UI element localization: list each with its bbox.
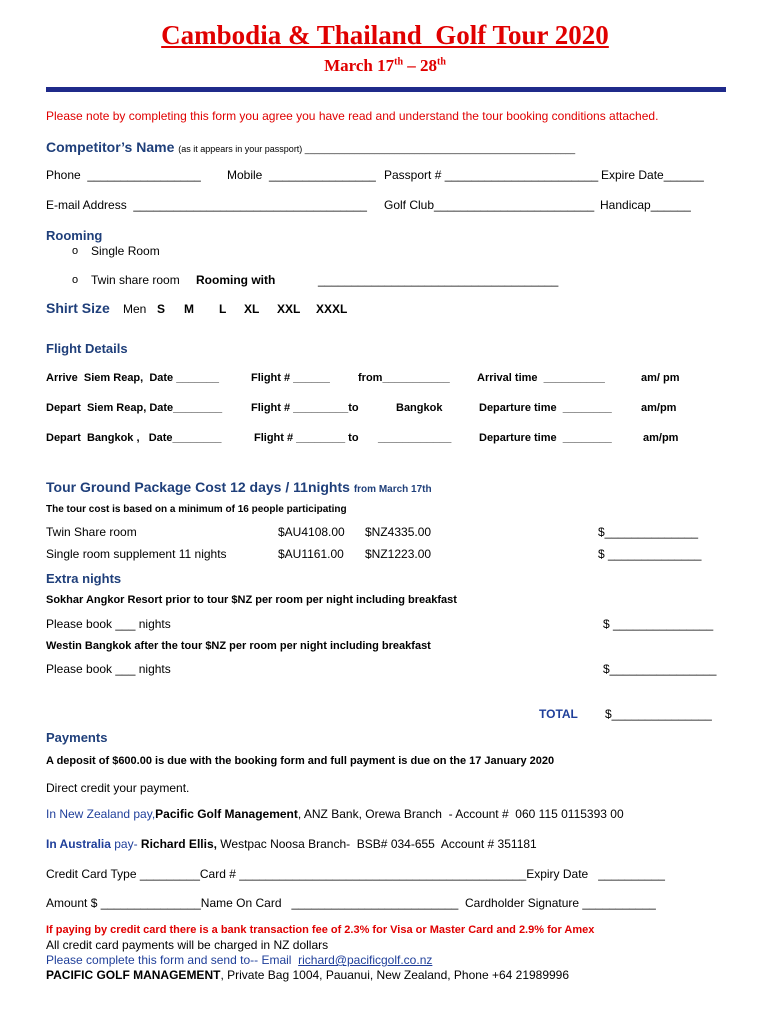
company-address: PACIFIC GOLF MANAGEMENT, Private Bag 1004, Pauanui, New Zealand, Phone +64 21989996	[46, 968, 570, 982]
sokhar-resort-line: Sokhar Angkor Resort prior to tour $NZ per room per night including breakfast	[46, 594, 457, 606]
radio-twin-icon[interactable]: o	[72, 274, 79, 286]
competitor-label: Competitor’s Name (as it appears in your passport) ______________________________________________________	[46, 139, 576, 155]
shirt-size-xxl[interactable]: XXL	[277, 302, 301, 316]
twin-share-label: Twin Share room	[46, 525, 137, 539]
deposit-note: A deposit of $600.00 is due with the booking form and full payment is due on the 17 January 2020	[46, 755, 555, 767]
payments-heading: Payments	[46, 730, 108, 745]
westin-nights-field[interactable]: Please book ___ nights	[46, 662, 171, 676]
extra-nights-heading: Extra nights	[46, 571, 122, 586]
shirt-size-xxxl[interactable]: XXXL	[316, 302, 348, 316]
arrive-flight-field[interactable]: Flight # ______	[251, 372, 330, 384]
single-supplement-au: $AU1161.00	[278, 547, 344, 561]
shirt-men-label: Men	[123, 302, 147, 316]
tour-package-heading: Tour Ground Package Cost 12 days / 11nights from March 17th	[46, 479, 432, 495]
westin-amount-field[interactable]: $________________	[603, 662, 717, 676]
depart-bkk-flight-field[interactable]: Flight # ________ to	[254, 432, 359, 444]
card-amount-signature-field[interactable]: Amount $ _______________Name On Card _________________________ Cardholder Signature ___________	[46, 896, 656, 910]
single-supplement-amount-field[interactable]: $ ______________	[598, 547, 702, 561]
nzd-charge-note: All credit card payments will be charged in NZ dollars	[46, 938, 329, 952]
total-amount-field[interactable]: $_______________	[605, 707, 712, 721]
arrival-time-field[interactable]: Arrival time __________	[477, 372, 605, 384]
single-room-option: Single Room	[91, 244, 160, 258]
arrive-ampm: am/ pm	[641, 372, 680, 384]
phone-field[interactable]: Phone _________________	[46, 168, 201, 182]
total-label: TOTAL	[539, 707, 578, 721]
twin-share-nz: $NZ4335.00	[365, 525, 432, 539]
email-link[interactable]: richard@pacificgolf.co.nz	[298, 953, 433, 967]
au-payment-line: In Australia pay- Richard Ellis, Westpac Noosa Branch- BSB# 034-655 Account # 351181	[46, 837, 537, 851]
shirt-size-heading: Shirt Size	[46, 300, 110, 316]
page-title: Cambodia & Thailand Golf Tour 2020	[161, 20, 609, 50]
arrive-from-field[interactable]: from___________	[358, 372, 450, 384]
credit-card-details-field[interactable]: Credit Card Type _________Card # ___________________________________________Expiry Date __________	[46, 867, 665, 881]
nz-payment-line: In New Zealand pay,Pacific Golf Management, ANZ Bank, Orewa Branch - Account # 060 115 0115393 00	[46, 807, 624, 821]
minimum-participants-note: The tour cost is based on a minimum of 16 people participating	[46, 504, 347, 515]
flight-details-heading: Flight Details	[46, 341, 128, 356]
depart-bkk-time-field[interactable]: Departure time ________	[479, 432, 612, 444]
header-divider	[46, 87, 726, 92]
send-instructions: Please complete this form and send to-- Email richard@pacificgolf.co.nz	[46, 953, 433, 967]
rooming-with-field[interactable]: ____________________________________	[318, 273, 559, 287]
passport-field[interactable]: Passport # _______________________	[384, 168, 599, 182]
single-supplement-label: Single room supplement 11 nights	[46, 547, 227, 561]
direct-credit-note: Direct credit your payment.	[46, 781, 190, 795]
rooming-heading: Rooming	[46, 228, 103, 243]
depart-siem-ampm: am/pm	[641, 402, 677, 414]
depart-bkk-ampm: am/pm	[643, 432, 679, 444]
mobile-field[interactable]: Mobile ________________	[227, 168, 376, 182]
radio-single-icon[interactable]: o	[72, 245, 79, 257]
depart-bkk-date-field[interactable]: Depart Bangkok , Date________	[46, 432, 222, 444]
rooming-with-label: Rooming with	[196, 273, 276, 287]
twin-room-option: Twin share room	[91, 273, 180, 287]
depart-siem-to: Bangkok	[396, 402, 443, 414]
competitor-name-field[interactable]: (as it appears in your passport) ______________________________________________________	[178, 144, 576, 154]
handicap-field[interactable]: Handicap______	[600, 198, 691, 212]
shirt-size-l[interactable]: L	[219, 302, 227, 316]
twin-share-au: $AU4108.00	[278, 525, 345, 539]
depart-siem-time-field[interactable]: Departure time ________	[479, 402, 612, 414]
sokhar-nights-field[interactable]: Please book ___ nights	[46, 617, 171, 631]
booking-notice: Please note by completing this form you agree you have read and understand the tour booking conditions attached.	[46, 109, 659, 123]
shirt-size-s[interactable]: S	[157, 302, 166, 316]
twin-share-amount-field[interactable]: $______________	[598, 525, 699, 539]
expire-date-field[interactable]: Expire Date______	[601, 168, 704, 182]
westin-bangkok-line: Westin Bangkok after the tour $NZ per room per night including breakfast	[46, 640, 431, 652]
sokhar-amount-field[interactable]: $ _______________	[603, 617, 714, 631]
shirt-size-xl[interactable]: XL	[244, 302, 260, 316]
card-fee-warning: If paying by credit card there is a bank transaction fee of 2.3% for Visa or Master Card and 2.9% for Amex	[46, 924, 595, 936]
golf-club-field[interactable]: Golf Club________________________	[384, 198, 595, 212]
arrive-date-field[interactable]: Arrive Siem Reap, Date _______	[46, 372, 220, 384]
shirt-size-m[interactable]: M	[184, 302, 194, 316]
email-field[interactable]: E-mail Address ___________________________________	[46, 198, 367, 212]
depart-siem-flight-field[interactable]: Flight # _________to	[251, 402, 359, 414]
depart-bkk-to-field[interactable]: ____________	[378, 432, 452, 444]
depart-siem-date-field[interactable]: Depart Siem Reap, Date________	[46, 402, 223, 414]
tour-dates: March 17th – 28th	[324, 56, 446, 75]
single-supplement-nz: $NZ1223.00	[365, 547, 432, 561]
